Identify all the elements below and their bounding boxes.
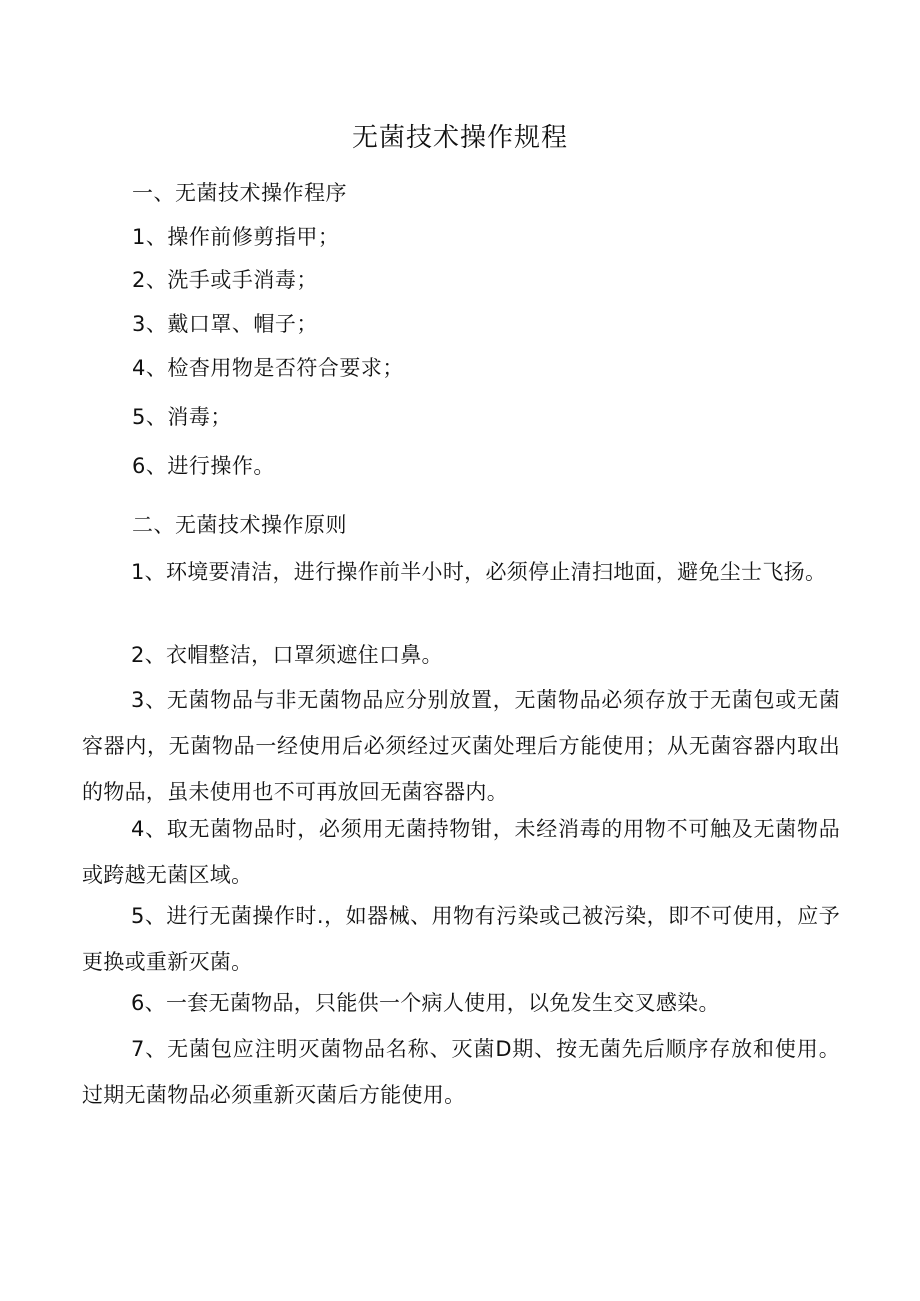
principle-6: 6、一套无菌物品，只能供一个病人使用，以免发生交叉感染。 <box>131 991 720 1015</box>
procedure-step-2: 2、洗手或手消毒； <box>132 268 318 292</box>
procedure-step-3: 3、戴口罩、帽子； <box>132 312 318 336</box>
principle-2: 2、衣帽整洁，口罩须遮住口鼻。 <box>131 643 443 667</box>
procedure-step-4: 4、检杳用物是否符合要求； <box>132 356 404 380</box>
principle-7: 7、无菌包应注明灭菌物品名称、灭菌D期、按无菌先后顺序存放和使用。过期无菌物品必须重新灭菌后方能使用。 <box>82 1037 840 1107</box>
principle-1: 1、环境要清洁，进行操作前半小时，必须停止清扫地面，避免尘士飞扬。 <box>131 560 827 584</box>
principle-3: 3、无菌物品与非无菌物品应分别放置，无菌物品必须存放于无菌包或无菌容器内，无菌物品一经使用后必须经过灭菌处理后方能使用；从无菌容器内取出的物品，虽未使用也不可再放回无菌容器内。 <box>82 688 840 804</box>
procedure-step-6: 6、进行操作。 <box>132 454 275 478</box>
procedure-step-5: 5、消毒； <box>132 405 232 429</box>
document-title: 无菌技术操作规程 <box>351 123 568 153</box>
principle-5: 5、进行无菌操作时.，如器械、用物有污染或己被污染，即不可使用，应予更换或重新灭菌。 <box>82 904 840 974</box>
principle-4: 4、取无菌物品时，必须用无菌持物钳，未经消毒的用物不可触及无菌物品或跨越无菌区域。 <box>82 817 840 887</box>
section1-heading: 一、无菌技术操作程序 <box>132 181 347 205</box>
procedure-step-1: 1、操作前修剪指甲； <box>132 225 340 249</box>
section2-heading: 二、无菌技术操作原则 <box>132 513 347 537</box>
